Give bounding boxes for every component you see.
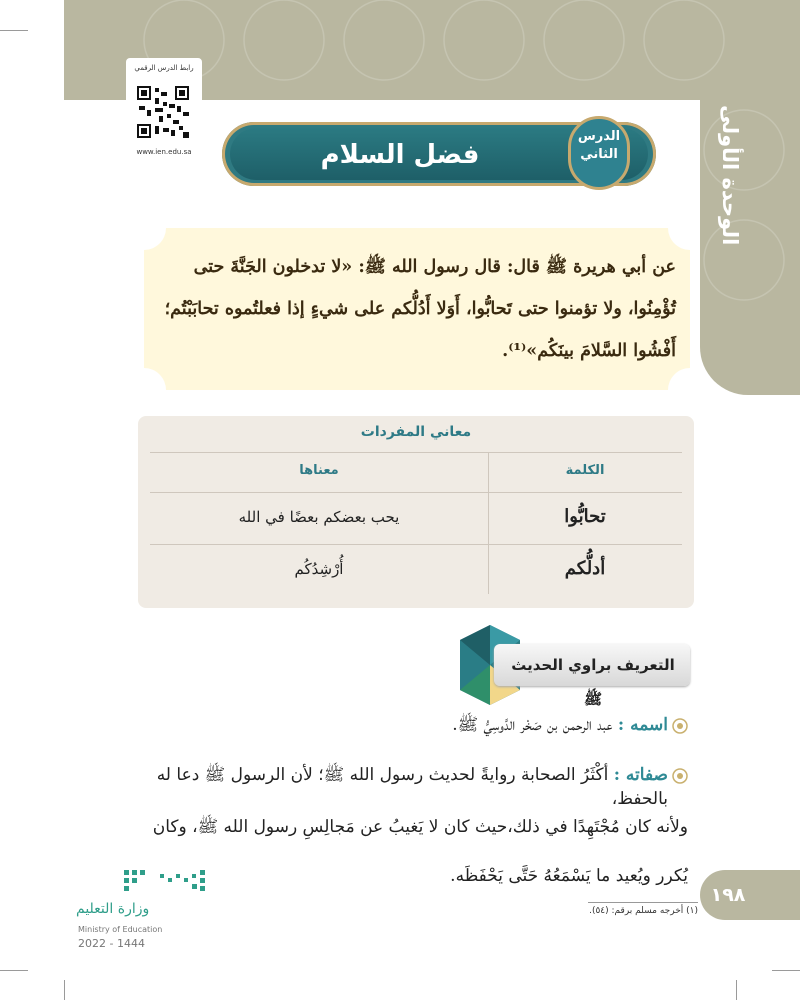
page-number: ١٩٨ <box>710 884 746 906</box>
bio-trait-line <box>120 764 668 809</box>
lesson-title: فضل السلام <box>320 140 480 170</box>
footnote: (١) أخرجه مسلم برقم: (٥٤). <box>589 906 698 916</box>
hadith-text: عن أبي هريرة ﷺ قال: قال رسول الله ﷺ: «لا تدخلون الجَنَّةَ حتى تُؤْمِنُوا، ولا تؤمنوا حتى تَحابُّوا، أَوَلا أَدُلُّكم على شيءٍ إذا فعلتُموه تحابَبْتُم؛ أَفْشُوا السَّلامَ بينَكُم»⁽¹⁾. <box>164 257 676 361</box>
unit-title: الوحدة الأولى <box>718 104 742 246</box>
bio-trait-line: يُكرر ويُعيد ما يَسْمَعُهُ حَتَّى يَحْفَظَه. <box>450 866 688 886</box>
ministry-logo-icon <box>120 866 210 896</box>
table-divider <box>150 452 682 453</box>
vocab-title: معاني المفردات <box>360 424 472 440</box>
crop-mark <box>0 970 28 971</box>
table-divider <box>150 544 682 545</box>
flower-bullet-icon <box>672 768 688 784</box>
ministry-name-en: Ministry of Education <box>78 925 163 934</box>
bio-trait-line: ولأنه كان مُجْتَهِدًا في ذلك،حيث كان لا يَغيبُ عن مَجالِسِ رسول الله ﷺ، وكان <box>152 817 688 837</box>
bio-name-value: عبد الرحمن بن صَخْر الدَّوسِيُّ ﷺ. <box>452 715 613 735</box>
vocab-header-word: الكلمة <box>565 463 605 478</box>
qr-url[interactable]: www.ien.edu.sa <box>136 148 192 156</box>
qr-caption: رابط الدرس الرقمي <box>134 64 194 72</box>
lesson-badge-line1: الدرس <box>577 129 621 144</box>
bio-name-line <box>250 714 668 739</box>
bio-name-label: اسمه : <box>617 715 668 735</box>
table-divider <box>150 492 682 493</box>
crop-mark <box>772 970 800 971</box>
footnote-rule <box>588 902 698 903</box>
bio-title: التعريف براوي الحديث ﷺ <box>511 656 675 708</box>
vocab-meaning: يحب بعضكم بعضًا في الله <box>238 508 400 526</box>
vocab-word: أدلُّكم <box>564 558 606 579</box>
bio-trait-label: صفاته : <box>613 765 668 785</box>
lesson-badge-label <box>568 128 630 164</box>
ministry-name-ar: وزارة التعليم <box>76 901 150 917</box>
bio-trait-text: أكْثَرُ الصحابة روايةً لحديث رسول الله ﷺ؛ لأن الرسول ﷺ دعا له بالحفظ، <box>156 765 668 809</box>
lesson-badge-line2: الثاني <box>580 147 618 162</box>
vocab-meaning: أُرْشِدُكُم <box>294 560 344 578</box>
ministry-year: 2022 - 1444 <box>78 937 145 950</box>
crop-mark <box>736 980 737 1000</box>
vocab-word: تحابُّوا <box>564 506 606 527</box>
qr-code-icon[interactable] <box>135 84 191 140</box>
crop-mark <box>0 30 28 31</box>
flower-bullet-icon <box>672 718 688 734</box>
vocab-header-meaning: معناها <box>299 463 339 478</box>
crop-mark <box>64 980 65 1000</box>
